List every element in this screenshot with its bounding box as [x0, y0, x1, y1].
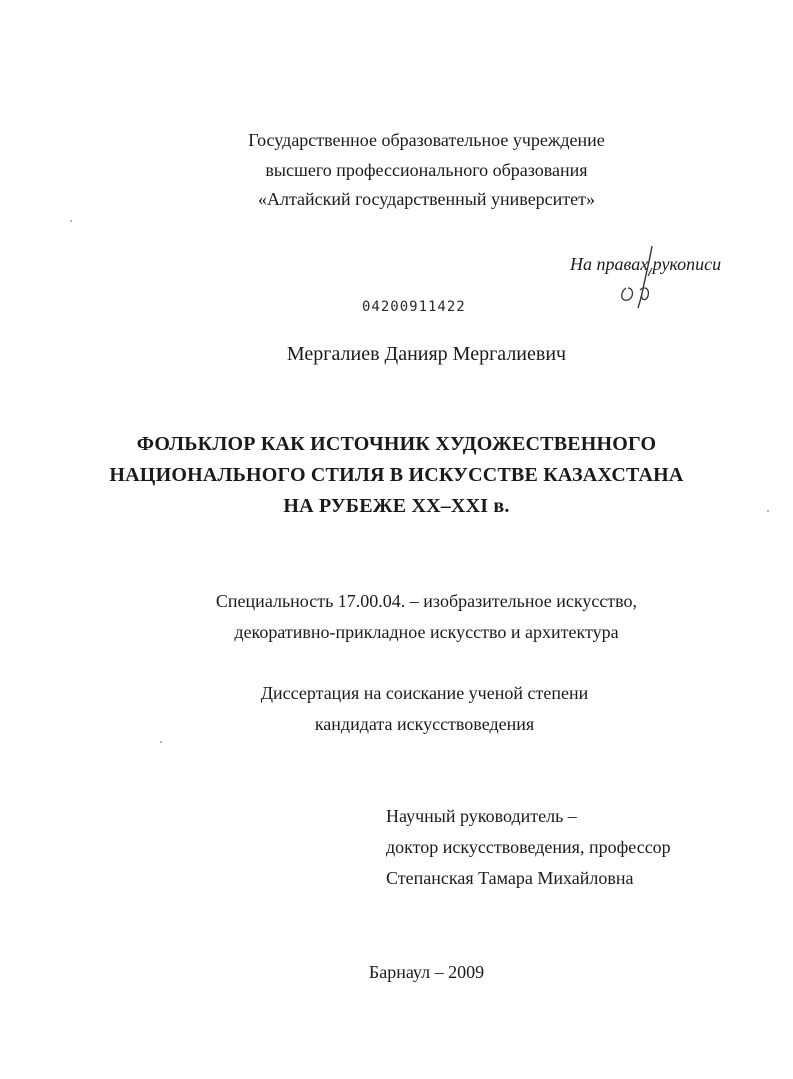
manuscript-note: На правах рукописи — [570, 254, 722, 274]
institution-line-3: «Алтайский государственный университет» — [257, 189, 596, 209]
title-line-2: НАЦИОНАЛЬНОГО СТИЛЯ В ИСКУССТВЕ КАЗАХСТАНА — [109, 464, 684, 486]
dissertation-line-2: кандидата искусствоведения — [314, 714, 535, 734]
author-name: Мергалиев Данияр Мергалиевич — [286, 343, 567, 365]
city-year: Барнаул – 2009 — [368, 962, 485, 982]
supervisor-line-2: доктор искусствоведения, профессор — [386, 837, 671, 857]
supervisor-line-3: Степанская Тамара Михайловна — [386, 868, 634, 888]
specialty-line-2: декоративно-прикладное искусство и архитектура — [234, 622, 619, 642]
title-line-1: ФОЛЬКЛОР КАК ИСТОЧНИК ХУДОЖЕСТВЕННОГО — [136, 433, 657, 455]
signature-mark — [600, 240, 690, 310]
institution-line-2: высшего профессионального образования — [265, 160, 588, 180]
scan-speck — [70, 220, 72, 222]
scan-speck — [767, 510, 769, 512]
title-line-3: НА РУБЕЖЕ ХХ–XXI в. — [283, 495, 510, 517]
dissertation-line-1: Диссертация на соискание ученой степени — [260, 683, 589, 703]
institution-line-1: Государственное образовательное учреждение — [248, 130, 605, 150]
scan-speck — [160, 741, 162, 743]
supervisor-line-1: Научный руководитель – — [386, 806, 577, 826]
specialty-line-1: Специальность 17.00.04. – изобразительное искусство, — [215, 591, 638, 611]
registration-number: 04200911422 — [362, 299, 466, 315]
